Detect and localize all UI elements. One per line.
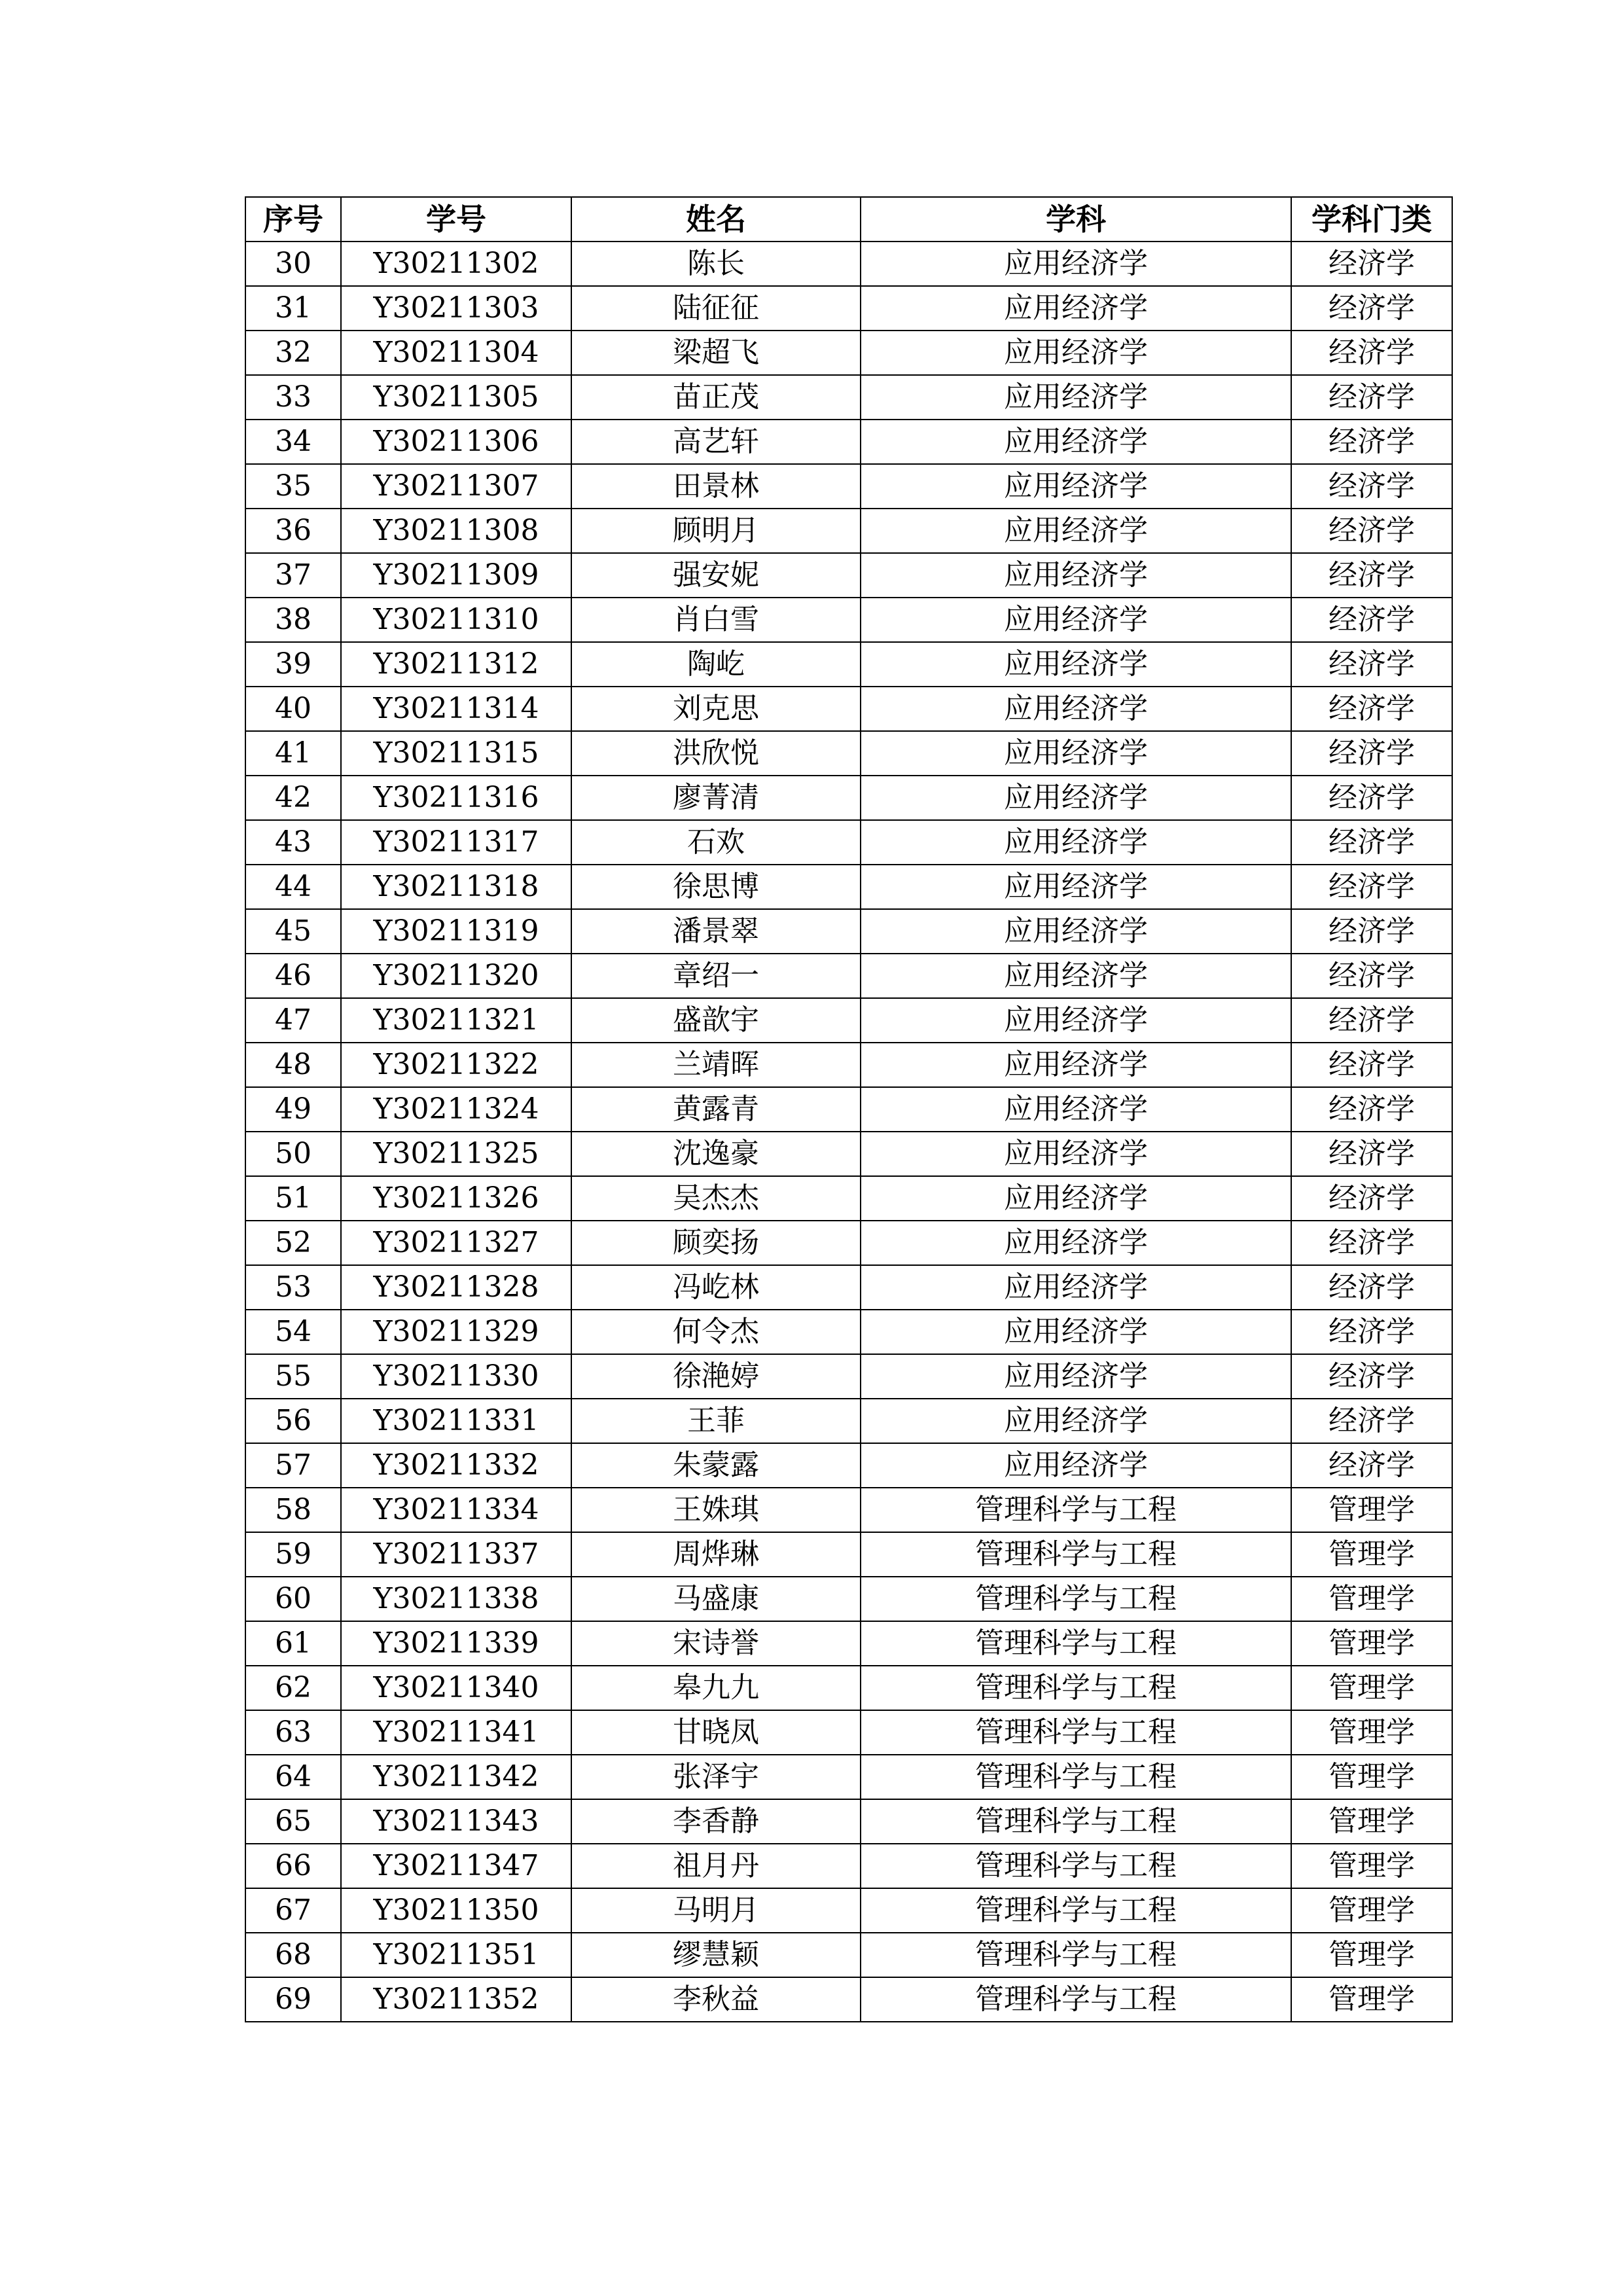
cell-discipline: 应用经济学	[861, 820, 1291, 865]
cell-student-id: Y30211340	[341, 1666, 571, 1710]
cell-discipline: 应用经济学	[861, 1087, 1291, 1132]
cell-discipline: 应用经济学	[861, 1265, 1291, 1310]
cell-seq: 68	[245, 1933, 341, 1977]
cell-discipline-category: 经济学	[1291, 1443, 1452, 1488]
cell-student-id: Y30211339	[341, 1621, 571, 1666]
cell-seq: 46	[245, 954, 341, 998]
cell-seq: 37	[245, 553, 341, 598]
cell-discipline-category: 经济学	[1291, 1043, 1452, 1087]
cell-seq: 62	[245, 1666, 341, 1710]
cell-seq: 30	[245, 242, 341, 286]
cell-discipline-category: 管理学	[1291, 1621, 1452, 1666]
cell-name: 缪慧颖	[571, 1933, 861, 1977]
cell-student-id: Y30211342	[341, 1755, 571, 1799]
cell-name: 廖菁清	[571, 776, 861, 820]
cell-discipline-category: 管理学	[1291, 1844, 1452, 1888]
table-row	[245, 331, 1452, 375]
cell-name: 皋九九	[571, 1666, 861, 1710]
cell-name: 苗正茂	[571, 375, 861, 420]
table-row	[245, 1666, 1452, 1710]
cell-student-id: Y30211310	[341, 598, 571, 642]
cell-discipline-category: 经济学	[1291, 820, 1452, 865]
cell-seq: 58	[245, 1488, 341, 1532]
cell-seq: 52	[245, 1221, 341, 1265]
cell-student-id: Y30211332	[341, 1443, 571, 1488]
cell-discipline-category: 经济学	[1291, 598, 1452, 642]
cell-seq: 42	[245, 776, 341, 820]
cell-discipline: 管理科学与工程	[861, 1888, 1291, 1933]
cell-student-id: Y30211306	[341, 420, 571, 464]
cell-name: 马明月	[571, 1888, 861, 1933]
cell-discipline: 管理科学与工程	[861, 1666, 1291, 1710]
table-row	[245, 1399, 1452, 1443]
cell-seq: 36	[245, 509, 341, 553]
cell-seq: 54	[245, 1310, 341, 1354]
cell-student-id: Y30211308	[341, 509, 571, 553]
cell-discipline: 管理科学与工程	[861, 1710, 1291, 1755]
cell-discipline-category: 管理学	[1291, 1710, 1452, 1755]
cell-name: 徐思博	[571, 865, 861, 909]
table-row	[245, 1354, 1452, 1399]
table-row	[245, 731, 1452, 776]
table-row	[245, 1087, 1452, 1132]
cell-seq: 64	[245, 1755, 341, 1799]
cell-student-id: Y30211322	[341, 1043, 571, 1087]
header-discipline-category: 学科门类	[1291, 197, 1452, 242]
table-row	[245, 1755, 1452, 1799]
cell-name: 黄露青	[571, 1087, 861, 1132]
header-name: 姓名	[571, 197, 861, 242]
table-row	[245, 1799, 1452, 1844]
table-row	[245, 1844, 1452, 1888]
table-row	[245, 1532, 1452, 1577]
cell-discipline-category: 经济学	[1291, 776, 1452, 820]
cell-discipline: 管理科学与工程	[861, 1844, 1291, 1888]
cell-discipline-category: 经济学	[1291, 642, 1452, 687]
cell-discipline-category: 经济学	[1291, 1087, 1452, 1132]
cell-discipline: 管理科学与工程	[861, 1532, 1291, 1577]
cell-student-id: Y30211326	[341, 1176, 571, 1221]
cell-discipline: 管理科学与工程	[861, 1799, 1291, 1844]
table-row	[245, 1621, 1452, 1666]
table-row	[245, 998, 1452, 1043]
cell-discipline-category: 经济学	[1291, 998, 1452, 1043]
cell-discipline: 应用经济学	[861, 1221, 1291, 1265]
cell-discipline-category: 经济学	[1291, 1310, 1452, 1354]
cell-name: 潘景翠	[571, 909, 861, 954]
cell-student-id: Y30211309	[341, 553, 571, 598]
cell-seq: 59	[245, 1532, 341, 1577]
cell-discipline-category: 管理学	[1291, 1532, 1452, 1577]
table-row	[245, 375, 1452, 420]
cell-name: 强安妮	[571, 553, 861, 598]
cell-seq: 60	[245, 1577, 341, 1621]
cell-student-id: Y30211328	[341, 1265, 571, 1310]
table-body	[245, 242, 1452, 2022]
cell-seq: 63	[245, 1710, 341, 1755]
cell-seq: 67	[245, 1888, 341, 1933]
cell-name: 章绍一	[571, 954, 861, 998]
cell-discipline: 应用经济学	[861, 464, 1291, 509]
cell-student-id: Y30211321	[341, 998, 571, 1043]
cell-student-id: Y30211351	[341, 1933, 571, 1977]
cell-discipline: 应用经济学	[861, 687, 1291, 731]
cell-name: 石欢	[571, 820, 861, 865]
cell-discipline-category: 管理学	[1291, 1755, 1452, 1799]
cell-name: 甘晓凤	[571, 1710, 861, 1755]
cell-discipline: 应用经济学	[861, 1176, 1291, 1221]
table-row	[245, 954, 1452, 998]
cell-seq: 31	[245, 286, 341, 331]
cell-student-id: Y30211337	[341, 1532, 571, 1577]
cell-name: 祖月丹	[571, 1844, 861, 1888]
cell-discipline: 应用经济学	[861, 776, 1291, 820]
cell-name: 陈长	[571, 242, 861, 286]
cell-name: 陶屹	[571, 642, 861, 687]
cell-seq: 45	[245, 909, 341, 954]
cell-discipline-category: 经济学	[1291, 954, 1452, 998]
cell-seq: 35	[245, 464, 341, 509]
table-row	[245, 865, 1452, 909]
cell-discipline: 应用经济学	[861, 553, 1291, 598]
cell-discipline: 管理科学与工程	[861, 1577, 1291, 1621]
cell-student-id: Y30211304	[341, 331, 571, 375]
table-row	[245, 1977, 1452, 2022]
table-row	[245, 598, 1452, 642]
cell-discipline-category: 经济学	[1291, 1399, 1452, 1443]
header-student-id: 学号	[341, 197, 571, 242]
cell-discipline: 应用经济学	[861, 1310, 1291, 1354]
cell-discipline-category: 经济学	[1291, 1265, 1452, 1310]
cell-discipline: 应用经济学	[861, 731, 1291, 776]
cell-discipline-category: 经济学	[1291, 286, 1452, 331]
table-row	[245, 776, 1452, 820]
cell-seq: 55	[245, 1354, 341, 1399]
cell-discipline-category: 管理学	[1291, 1888, 1452, 1933]
cell-discipline: 管理科学与工程	[861, 1755, 1291, 1799]
table-row	[245, 286, 1452, 331]
cell-discipline: 应用经济学	[861, 331, 1291, 375]
table-row	[245, 1310, 1452, 1354]
cell-student-id: Y30211352	[341, 1977, 571, 2022]
cell-name: 盛歆宇	[571, 998, 861, 1043]
cell-name: 肖白雪	[571, 598, 861, 642]
cell-discipline-category: 管理学	[1291, 1666, 1452, 1710]
cell-discipline: 应用经济学	[861, 1354, 1291, 1399]
cell-discipline: 应用经济学	[861, 642, 1291, 687]
cell-seq: 49	[245, 1087, 341, 1132]
table-row	[245, 464, 1452, 509]
cell-name: 王姝琪	[571, 1488, 861, 1532]
cell-name: 何令杰	[571, 1310, 861, 1354]
cell-seq: 53	[245, 1265, 341, 1310]
cell-name: 陆征征	[571, 286, 861, 331]
cell-discipline: 应用经济学	[861, 242, 1291, 286]
cell-student-id: Y30211316	[341, 776, 571, 820]
cell-discipline: 应用经济学	[861, 598, 1291, 642]
header-discipline: 学科	[861, 197, 1291, 242]
table-row	[245, 1176, 1452, 1221]
cell-name: 宋诗誉	[571, 1621, 861, 1666]
cell-discipline: 应用经济学	[861, 865, 1291, 909]
cell-seq: 47	[245, 998, 341, 1043]
table-header	[245, 197, 1452, 242]
cell-student-id: Y30211307	[341, 464, 571, 509]
table-row	[245, 1577, 1452, 1621]
cell-student-id: Y30211318	[341, 865, 571, 909]
cell-seq: 61	[245, 1621, 341, 1666]
table-row	[245, 642, 1452, 687]
table-row	[245, 509, 1452, 553]
cell-name: 王菲	[571, 1399, 861, 1443]
cell-discipline-category: 经济学	[1291, 909, 1452, 954]
cell-discipline: 管理科学与工程	[861, 1621, 1291, 1666]
cell-student-id: Y30211341	[341, 1710, 571, 1755]
cell-seq: 34	[245, 420, 341, 464]
cell-seq: 38	[245, 598, 341, 642]
cell-name: 李秋益	[571, 1977, 861, 2022]
header-row	[245, 197, 1452, 242]
cell-name: 田景林	[571, 464, 861, 509]
cell-name: 马盛康	[571, 1577, 861, 1621]
cell-seq: 57	[245, 1443, 341, 1488]
cell-student-id: Y30211319	[341, 909, 571, 954]
cell-student-id: Y30211317	[341, 820, 571, 865]
cell-discipline-category: 管理学	[1291, 1933, 1452, 1977]
student-roster-table	[245, 196, 1453, 2022]
cell-name: 吴杰杰	[571, 1176, 861, 1221]
cell-name: 朱蒙露	[571, 1443, 861, 1488]
table-row	[245, 1265, 1452, 1310]
table-row	[245, 1488, 1452, 1532]
cell-student-id: Y30211315	[341, 731, 571, 776]
cell-discipline: 应用经济学	[861, 1043, 1291, 1087]
cell-student-id: Y30211325	[341, 1132, 571, 1176]
cell-seq: 51	[245, 1176, 341, 1221]
cell-name: 周烨琳	[571, 1532, 861, 1577]
cell-seq: 48	[245, 1043, 341, 1087]
table-row	[245, 1888, 1452, 1933]
table-row	[245, 1043, 1452, 1087]
cell-seq: 39	[245, 642, 341, 687]
cell-name: 兰靖晖	[571, 1043, 861, 1087]
table-row	[245, 553, 1452, 598]
cell-discipline-category: 经济学	[1291, 420, 1452, 464]
cell-discipline-category: 经济学	[1291, 464, 1452, 509]
header-seq: 序号	[245, 197, 341, 242]
cell-student-id: Y30211329	[341, 1310, 571, 1354]
cell-seq: 56	[245, 1399, 341, 1443]
cell-seq: 43	[245, 820, 341, 865]
cell-discipline-category: 经济学	[1291, 1354, 1452, 1399]
cell-discipline-category: 管理学	[1291, 1488, 1452, 1532]
cell-discipline-category: 经济学	[1291, 375, 1452, 420]
cell-seq: 41	[245, 731, 341, 776]
cell-student-id: Y30211338	[341, 1577, 571, 1621]
table-row	[245, 242, 1452, 286]
cell-discipline-category: 管理学	[1291, 1799, 1452, 1844]
cell-student-id: Y30211303	[341, 286, 571, 331]
table-row	[245, 1132, 1452, 1176]
cell-discipline-category: 经济学	[1291, 553, 1452, 598]
cell-seq: 40	[245, 687, 341, 731]
table-row	[245, 909, 1452, 954]
cell-name: 张泽宇	[571, 1755, 861, 1799]
cell-discipline: 应用经济学	[861, 286, 1291, 331]
cell-discipline-category: 经济学	[1291, 731, 1452, 776]
cell-discipline: 管理科学与工程	[861, 1488, 1291, 1532]
cell-student-id: Y30211334	[341, 1488, 571, 1532]
cell-seq: 32	[245, 331, 341, 375]
cell-discipline: 应用经济学	[861, 1443, 1291, 1488]
cell-seq: 69	[245, 1977, 341, 2022]
table-row	[245, 1443, 1452, 1488]
cell-name: 洪欣悦	[571, 731, 861, 776]
cell-discipline-category: 经济学	[1291, 865, 1452, 909]
cell-name: 顾奕扬	[571, 1221, 861, 1265]
cell-discipline-category: 经济学	[1291, 242, 1452, 286]
table-row	[245, 420, 1452, 464]
cell-name: 顾明月	[571, 509, 861, 553]
cell-discipline: 应用经济学	[861, 909, 1291, 954]
cell-seq: 65	[245, 1799, 341, 1844]
cell-discipline-category: 管理学	[1291, 1577, 1452, 1621]
cell-name: 沈逸豪	[571, 1132, 861, 1176]
cell-discipline: 管理科学与工程	[861, 1933, 1291, 1977]
table-row	[245, 1221, 1452, 1265]
cell-name: 李香静	[571, 1799, 861, 1844]
cell-name: 刘克思	[571, 687, 861, 731]
cell-student-id: Y30211347	[341, 1844, 571, 1888]
cell-seq: 50	[245, 1132, 341, 1176]
table-row	[245, 687, 1452, 731]
cell-student-id: Y30211324	[341, 1087, 571, 1132]
cell-discipline: 应用经济学	[861, 998, 1291, 1043]
cell-discipline-category: 经济学	[1291, 1132, 1452, 1176]
cell-discipline-category: 管理学	[1291, 1977, 1452, 2022]
cell-discipline: 应用经济学	[861, 954, 1291, 998]
cell-discipline: 应用经济学	[861, 509, 1291, 553]
cell-name: 徐滟婷	[571, 1354, 861, 1399]
cell-student-id: Y30211305	[341, 375, 571, 420]
table-row	[245, 1710, 1452, 1755]
cell-student-id: Y30211327	[341, 1221, 571, 1265]
cell-discipline-category: 经济学	[1291, 509, 1452, 553]
cell-discipline: 应用经济学	[861, 1132, 1291, 1176]
cell-student-id: Y30211314	[341, 687, 571, 731]
cell-discipline-category: 经济学	[1291, 687, 1452, 731]
cell-student-id: Y30211312	[341, 642, 571, 687]
cell-discipline-category: 经济学	[1291, 1176, 1452, 1221]
table-row	[245, 1933, 1452, 1977]
cell-student-id: Y30211343	[341, 1799, 571, 1844]
cell-seq: 66	[245, 1844, 341, 1888]
cell-discipline: 应用经济学	[861, 1399, 1291, 1443]
cell-discipline: 应用经济学	[861, 375, 1291, 420]
cell-seq: 44	[245, 865, 341, 909]
cell-student-id: Y30211350	[341, 1888, 571, 1933]
cell-discipline: 管理科学与工程	[861, 1977, 1291, 2022]
cell-student-id: Y30211320	[341, 954, 571, 998]
cell-discipline: 应用经济学	[861, 420, 1291, 464]
cell-student-id: Y30211330	[341, 1354, 571, 1399]
cell-discipline-category: 经济学	[1291, 1221, 1452, 1265]
cell-discipline-category: 经济学	[1291, 331, 1452, 375]
cell-student-id: Y30211331	[341, 1399, 571, 1443]
cell-student-id: Y30211302	[341, 242, 571, 286]
cell-name: 梁超飞	[571, 331, 861, 375]
cell-name: 冯屹林	[571, 1265, 861, 1310]
table-row	[245, 820, 1452, 865]
cell-name: 高艺轩	[571, 420, 861, 464]
cell-seq: 33	[245, 375, 341, 420]
